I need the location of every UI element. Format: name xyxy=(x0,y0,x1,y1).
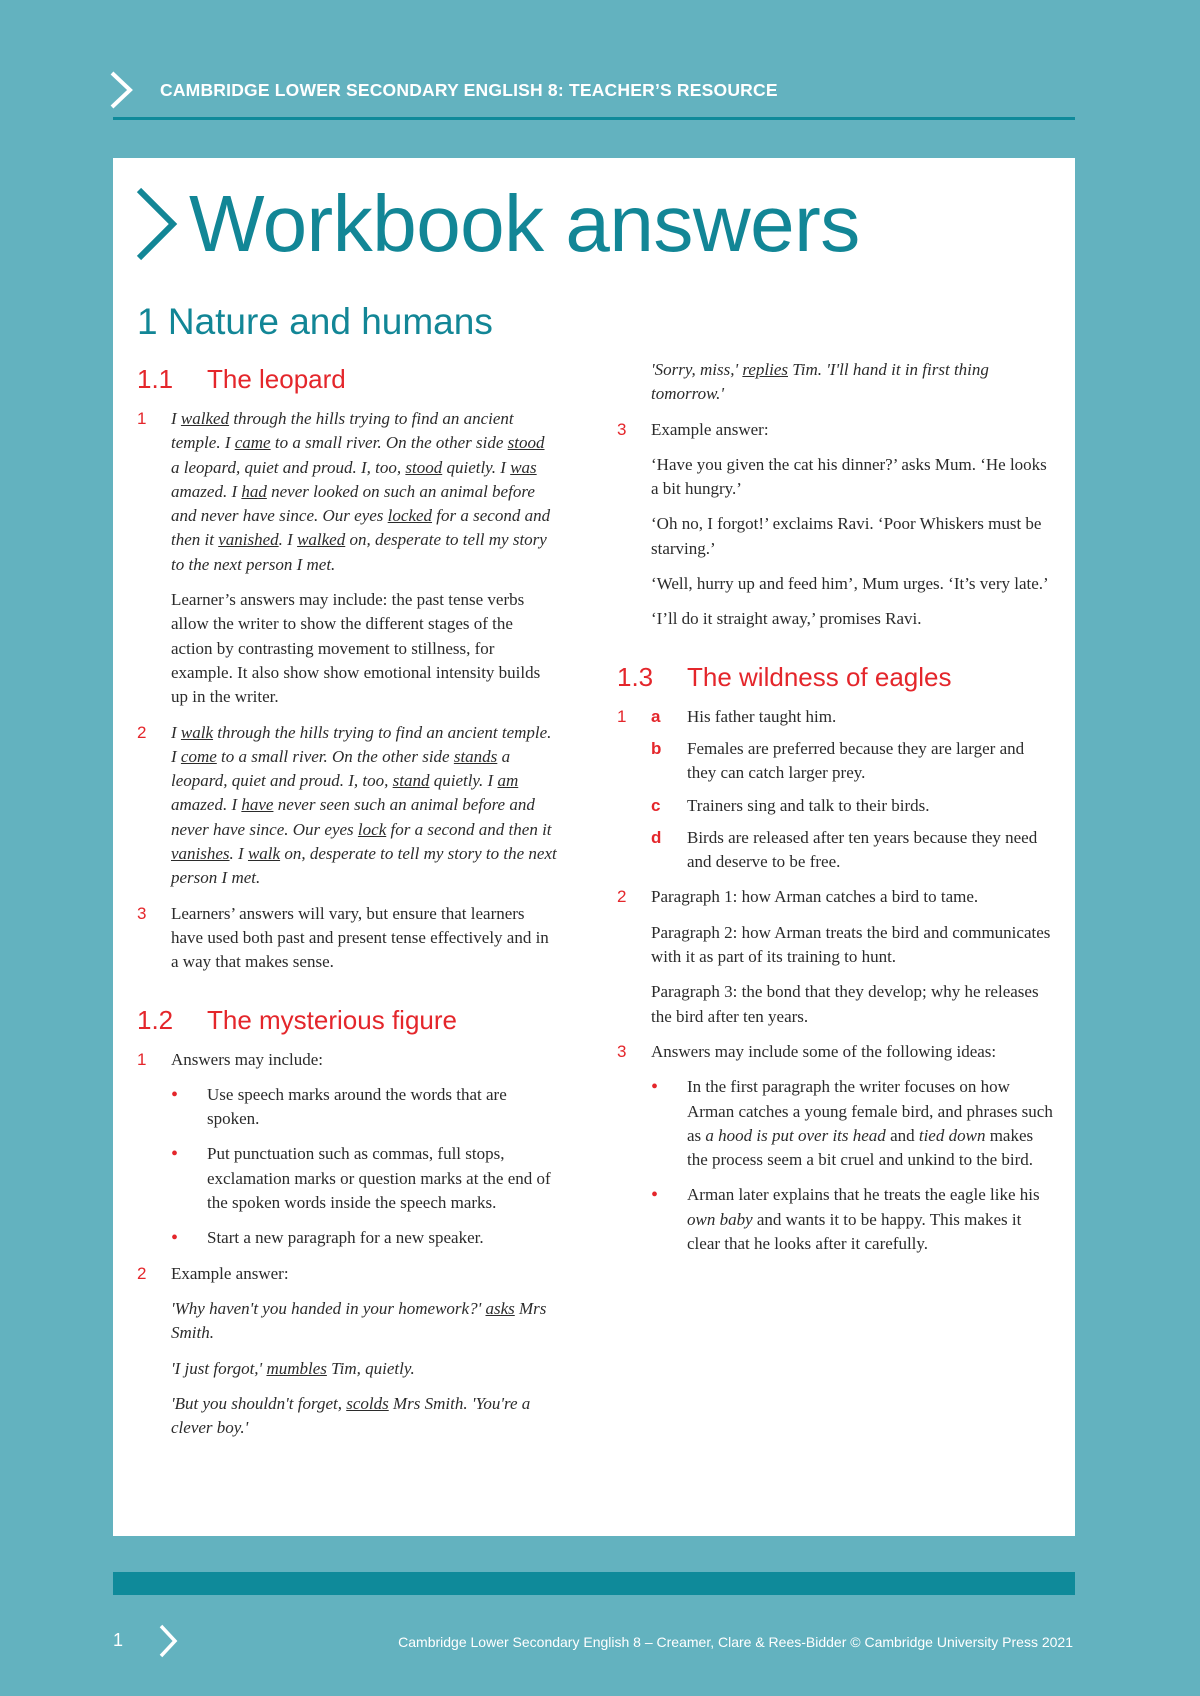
bullet-icon: • xyxy=(651,1184,659,1207)
bullet-icon: • xyxy=(171,1143,179,1166)
bullet-icon: • xyxy=(171,1227,179,1250)
answer-paragraph: Paragraph 3: the bond that they develop; why he releases the bird after ten years. xyxy=(651,982,1039,1026)
question-1-2-2: 2 Example answer: xyxy=(137,1263,289,1283)
left-column xyxy=(137,363,557,1451)
section-heading-1-1: 1.1 The leopard xyxy=(137,364,346,394)
bullet-item: • In the first paragraph the writer focuses on how Arman catches a young female bird, and phrases such as a hood is put over its head and tied down makes the process seem a bit cruel and unkind to the bird. xyxy=(651,1075,1057,1172)
question-1-3-3: 3 Answers may include some of the following ideas: xyxy=(617,1041,997,1061)
bullet-item: • Put punctuation such as commas, full stops, exclamation marks or question marks at the end of the spoken words inside the speech marks. xyxy=(171,1142,557,1215)
question-1-2-3: 3 Example answer: xyxy=(617,419,769,439)
content-panel xyxy=(113,158,1075,1536)
chapter-heading: 1 Nature and humans xyxy=(137,301,493,342)
header-rule xyxy=(113,117,1075,120)
bullet-item: • Use speech marks around the words that are spoken. xyxy=(171,1083,557,1132)
section-heading-1-3: 1.3 The wildness of eagles xyxy=(617,661,952,692)
question-1-1-3: 3 Learners’ answers will vary, but ensure that learners have used both past and present tense effectively and in a way that makes sense. xyxy=(137,902,557,975)
page-title xyxy=(133,176,860,272)
sub-answer: c Trainers sing and talk to their birds. xyxy=(651,795,930,815)
right-column xyxy=(617,360,1057,1267)
header-chevron-icon xyxy=(108,70,134,110)
footer-chevron-icon xyxy=(158,1623,178,1659)
example-line: ‘I’ll do it straight away,’ promises Ravi. xyxy=(651,609,922,629)
bullet-icon: • xyxy=(171,1083,179,1106)
header-title: CAMBRIDGE LOWER SECONDARY ENGLISH 8: TEACHER’S RESOURCE xyxy=(160,80,778,100)
dialogue-line: 'I just forgot,' mumbles Tim, quietly. xyxy=(171,1358,415,1378)
page-title-text: Workbook answers xyxy=(189,179,860,268)
bullet-item: • Start a new paragraph for a new speaker. xyxy=(171,1227,484,1250)
example-line: ‘Have you given the cat his dinner?’ asks Mum. ‘He looks a bit hungry.’ xyxy=(651,454,1047,499)
dialogue-line: 'Why haven't you handed in your homework?' asks Mrs Smith. xyxy=(171,1298,547,1343)
section-heading-1-2: 1.2 The mysterious figure xyxy=(137,1004,457,1035)
sub-answer: b Females are preferred because they are larger and they can catch larger prey. xyxy=(651,738,1025,783)
dialogue-line: 'Sorry, miss,' replies Tim. 'I'll hand it in first thing tomorrow.' xyxy=(651,360,989,404)
bullet-icon: • xyxy=(651,1076,659,1099)
question-1-2-1: 1 Answers may include: xyxy=(137,1049,324,1069)
answer-text: Learners’ answers will vary, but ensure that learners have used both past and present tense effectively and in a way that makes sense. xyxy=(171,903,549,972)
question-1-1-1: 1 I walked through the hills trying to find an ancient temple. I came to a small river. On the other side stood a leopard, quiet and proud. I, too, stood quietly. I was amazed. I had never looked on such an animal before and never have since. Our eyes locked for a second and then it vanished. I walked on, desperate to tell my story to the next person I met. xyxy=(137,407,557,577)
question-1-3-1: 1 a His father taught him. xyxy=(617,706,837,726)
example-line: ‘Oh no, I forgot!’ exclaims Ravi. ‘Poor Whiskers must be starving.’ xyxy=(651,514,1042,558)
page-number: 1 xyxy=(113,1630,124,1650)
question-1-1-2: 2 I walk through the hills trying to find an ancient temple. I come to a small river. On the other side stands a leopard, quiet and proud. I, too, stand quietly. I am amazed. I have never seen such an animal before and never have since. Our eyes lock for a second and then it vanishes. I walk on, desperate to tell my story to the next person I met. xyxy=(137,721,557,891)
bullet-item: • Arman later explains that he treats the eagle like his own baby and wants it to be happy. This makes it clear that he looks after it carefully. xyxy=(651,1183,1057,1256)
footer-bar xyxy=(113,1572,1075,1595)
title-chevron-icon xyxy=(133,184,179,264)
answer-text: I walked through the hills trying to find an ancient temple. I came to a small river. On the other side stood a leopard, quiet and proud. I, too, stood quietly. I was amazed. I had never looked on such an animal before and never have since. Our eyes locked for a second and then it vanished. I walked on, desperate to tell my story to the next person I met. xyxy=(171,409,551,574)
dialogue-line: 'But you shouldn't forget, scolds Mrs Smith. 'You're a clever boy.' xyxy=(171,1393,531,1438)
answer-note: Learner’s answers may include: the past tense verbs allow the writer to show the different stages of the action by contrasting movement to stillness, for example. It also show show emotional intensity builds up in the writer. xyxy=(171,590,541,707)
example-line: ‘Well, hurry up and feed him’, Mum urges. ‘It’s very late.’ xyxy=(651,574,1049,594)
question-1-3-2: 2 Paragraph 1: how Arman catches a bird to tame. xyxy=(617,887,979,907)
sub-answer: d Birds are released after ten years because they need and deserve to be free. xyxy=(651,827,1038,872)
footer-credit: Cambridge Lower Secondary English 8 – Creamer, Clare & Rees-Bidder © Cambridge University Press 2021 xyxy=(398,1634,1073,1650)
answer-paragraph: Paragraph 2: how Arman treats the bird and communicates with it as part of its training to hunt. xyxy=(651,922,1051,967)
answer-text: I walk through the hills trying to find an ancient temple. I come to a small river. On the other side stands a leopard, quiet and proud. I, too, stand quietly. I am amazed. I have never seen such an animal before and never have since. Our eyes lock for a second and then it vanishes. I walk on, desperate to tell my story to the next person I met. xyxy=(171,722,557,888)
